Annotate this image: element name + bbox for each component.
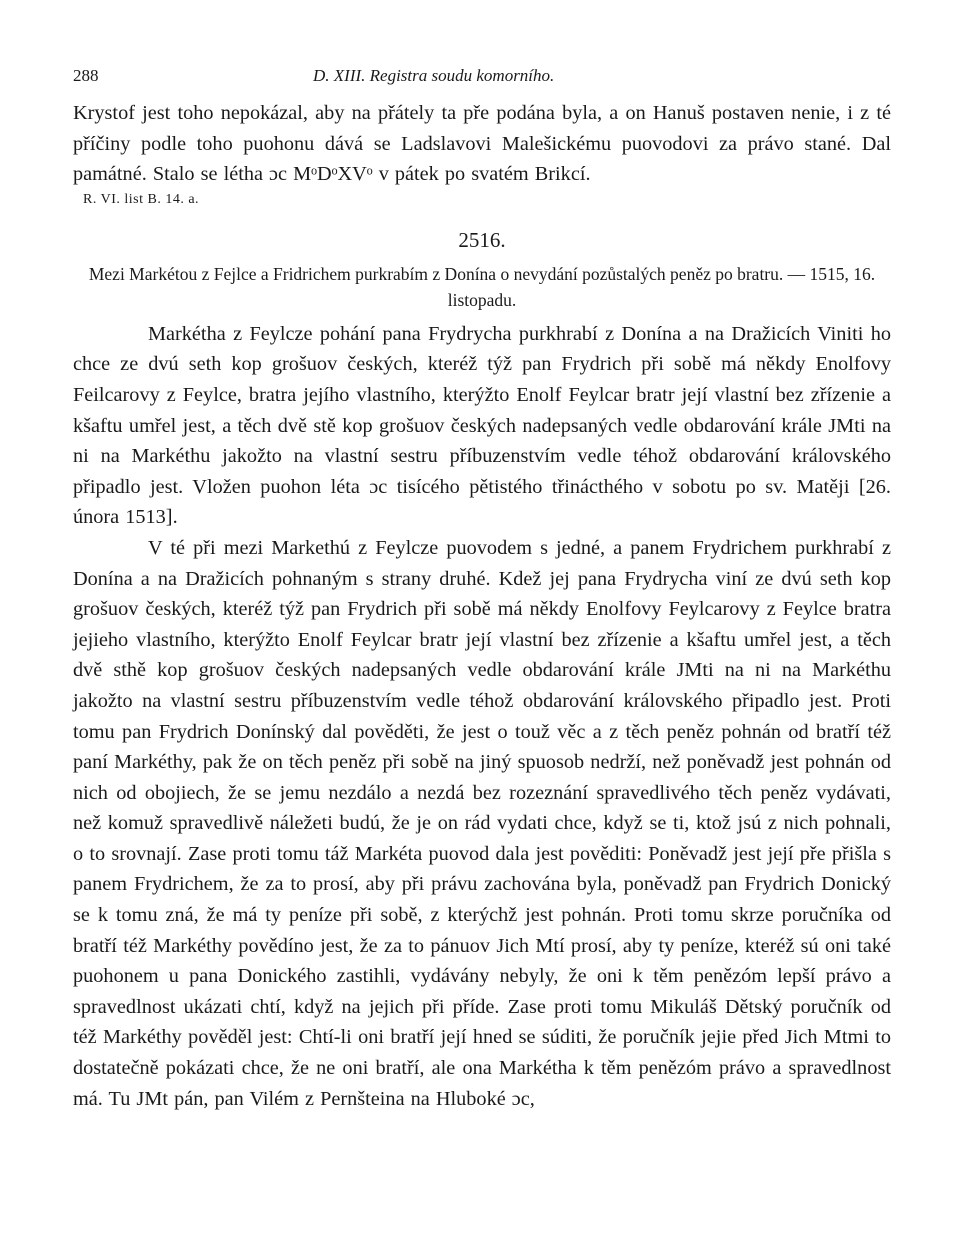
entry-summary: Mezi Markétou z Fejlce a Fridrichem purkrabím z Donína o nevydání pozůstalých peněz po bratru. — 1515, 16. listopadu. <box>88 263 876 310</box>
entry-number: 2516. <box>458 227 506 252</box>
entry-paragraph-2: V té při mezi Markethú z Feylcze puovodem s jedné, a panem Frydrichem purkhrabí z Donína a na Dražicích pohnaným s strany druhé. Kdež jej pana Frydrycha viní ze dvú seth kop grošuov českých, kteréž týž pan Frydrich při sobě má někdy Enolfovy Feylcarovy z Feylce bratra jejieho vlastního, kterýžto Enolf Feylcar bratr její vlastní bez zřízenie a kšaftu umřel jest, a těch dvě sthě kop grošuov českých nadepsaných vedle obdarování krále JMti na ni na Markéthu jakožto na vlastní sestru příbuzenstvím vedle téhož obdarování královského připadlo jest. Proti tomu pan Frydrich Donínský dal pověděti, že jest o touž věc a z těch peněz pohnán od bratří též paní Markéthy, pak že on těch peněz při sobě na jiný spuosob nedrží, než poněvadž jest pohnán od nich od obojiech, že se jemu nezdálo a nezdá bez rozeznání spravedlivého těch peněz vydávati, než komuž spravedlivě náležeti budú, že je on rád vydati chce, když se ti, ktož jsú z nich pohnali, o to srovnají. Zase proti tomu táž Markéta puovod dala jest pověditi: Poněvadž jest její pře přišla s panem Frydrichem, že za to prosí, aby při právu zachována byla, poněvadž pan Frydrich Donický se k tomu zná, že má ty peníze při sobě, z kterýchž jest pohnán. Proti tomu skrze poručníka od bratří též Markéthy povědíno jest, že za to pánuov Jich Mtí prosí, aby ty peníze, kteréž sú oni také puohonem u pana Donického zastihli, vydávány nebyly, že oni k těm penězóm lepší právo a spravedlnost ukázati chtí, když na jejich při příde. Zase proti tomu Mikuláš Dětský poručník od též Markéthy pověděl jest: Chtí-li oni bratří její hned se súditi, že poručník jejie před Jich Mtmi to dostatečně pokázati chce, že ne oni bratří, ale ona Markétha k těm penězóm právo a spravedlnost má. Tu JMt pán, pan Vilém z Pernšteina na Hluboké ɔc, <box>73 536 891 1110</box>
entry-paragraph-1: Markétha z Feylcze pohání pana Frydrycha purkhrabí z Donína a na Dražicích Viniti ho chce ze dvú seth kop grošuov českých, kteréž týž pan Frydrich při sobě má někdy Enolfovy Feilcarovy z Feylce, bratra jejího vlastního, kterýžto Enolf Feylcar bratr její vlastní bez zřízenie a kšaftu umřel jest, a těch dvě stě kop grošuov českých nadepsaných vedle obdarování krále JMti na ni na Markéthu jakožto na vlastní sestru příbuzenstvím vedle téhož obdarování královského připadlo jest. Vložen puohon léta ɔc tisícého pětistého třinácthého v sobotu po sv. Matěji [26. února 1513]. <box>73 322 891 529</box>
page-number: 288 <box>73 66 99 85</box>
source-reference: R. VI. list B. 14. a. <box>83 191 200 207</box>
running-head: D. XIII. Registra soudu komorního. <box>313 66 555 85</box>
page-header <box>73 58 891 98</box>
document-page <box>73 58 891 1114</box>
previous-entry-text: Krystof jest toho nepokázal, aby na přátely ta pře podána byla, a on Hanuš postaven nenie, i z té příčiny podle toho puohonu dává se Ladslavovi Malešickému puovodovi za právo stané. Dal památné. Stalo se létha ɔc MᵒDᵒXVᵒ v pátek po svatém Brikcí. <box>73 102 891 186</box>
